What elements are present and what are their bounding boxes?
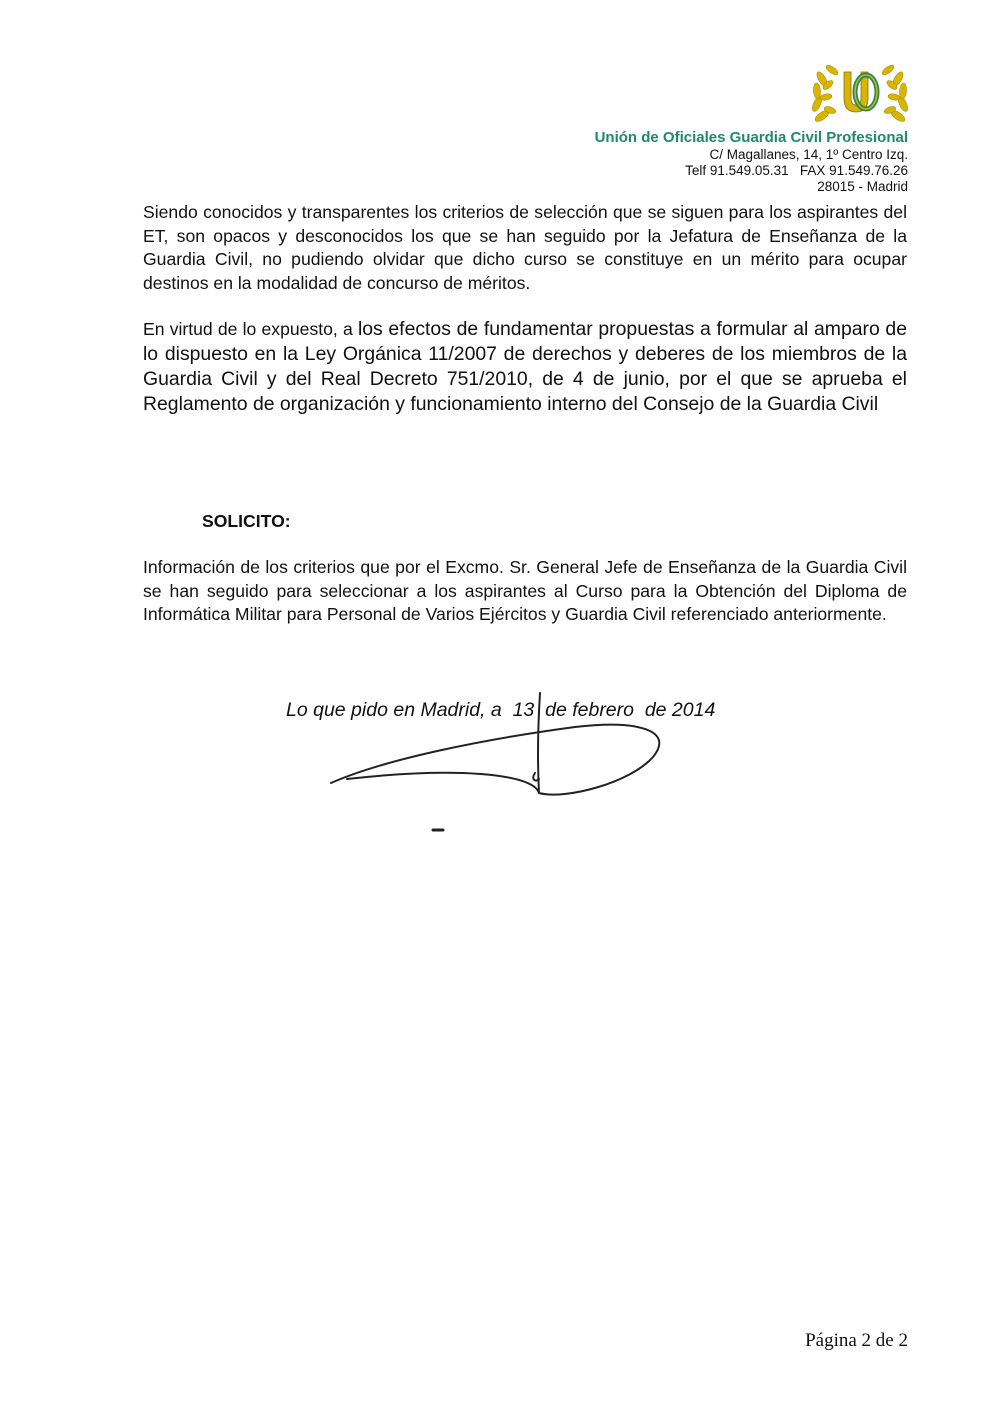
paragraph-en-virtud-intro: En virtud de lo expuesto, a — [143, 319, 358, 339]
organization-name: Unión de Oficiales Guardia Civil Profesional — [594, 129, 908, 146]
organization-header — [595, 128, 908, 195]
union-oficiales-logo — [808, 58, 912, 132]
paragraph-criteria: Siendo conocidos y transparentes los criterios de selección que se siguen para los aspirantes del ET, son opacos y desconocidos los que se han seguido por la Jefatura de Enseñanza de la Guardia Civil, no pudiendo olvidar que dicho curso se constituye en un mérito para ocupar destinos en la modalidad de concurso de méritos. — [143, 202, 907, 293]
organization-address: C/ Magallanes, 14, 1º Centro Izq. — [709, 147, 908, 162]
closing-line: Lo que pido en Madrid, a 13 de febrero de 2014 — [286, 699, 716, 721]
organization-phones: Telf 91.549.05.31 FAX 91.549.76.26 — [685, 163, 908, 178]
paragraph-en-virtud — [143, 317, 907, 417]
page-number: Página 2 de 2 — [805, 1330, 908, 1351]
solicito-heading: SOLICITO: — [202, 511, 291, 531]
paragraph-en-virtud-body: los efectos de fundamentar propuestas a formular al amparo de lo dispuesto en la Ley Orgánica 11/2007 de derechos y deberes de los miembros de la Guardia Civil y del Real Decreto 751/2010, de 4 de junio, por el que se aprueba el Reglamento de organización y funcionamiento interno del Consejo de la Guardia Civil — [143, 318, 907, 415]
organization-city: 28015 - Madrid — [817, 179, 908, 194]
paragraph-request: Información de los criterios que por el Excmo. Sr. General Jefe de Enseñanza de la Guardia Civil se han seguido para seleccionar a los aspirantes al Curso para la Obtención del Diploma de Informática Militar para Personal de Varios Ejércitos y Guardia Civil referenciado anteriormente. — [143, 557, 907, 625]
